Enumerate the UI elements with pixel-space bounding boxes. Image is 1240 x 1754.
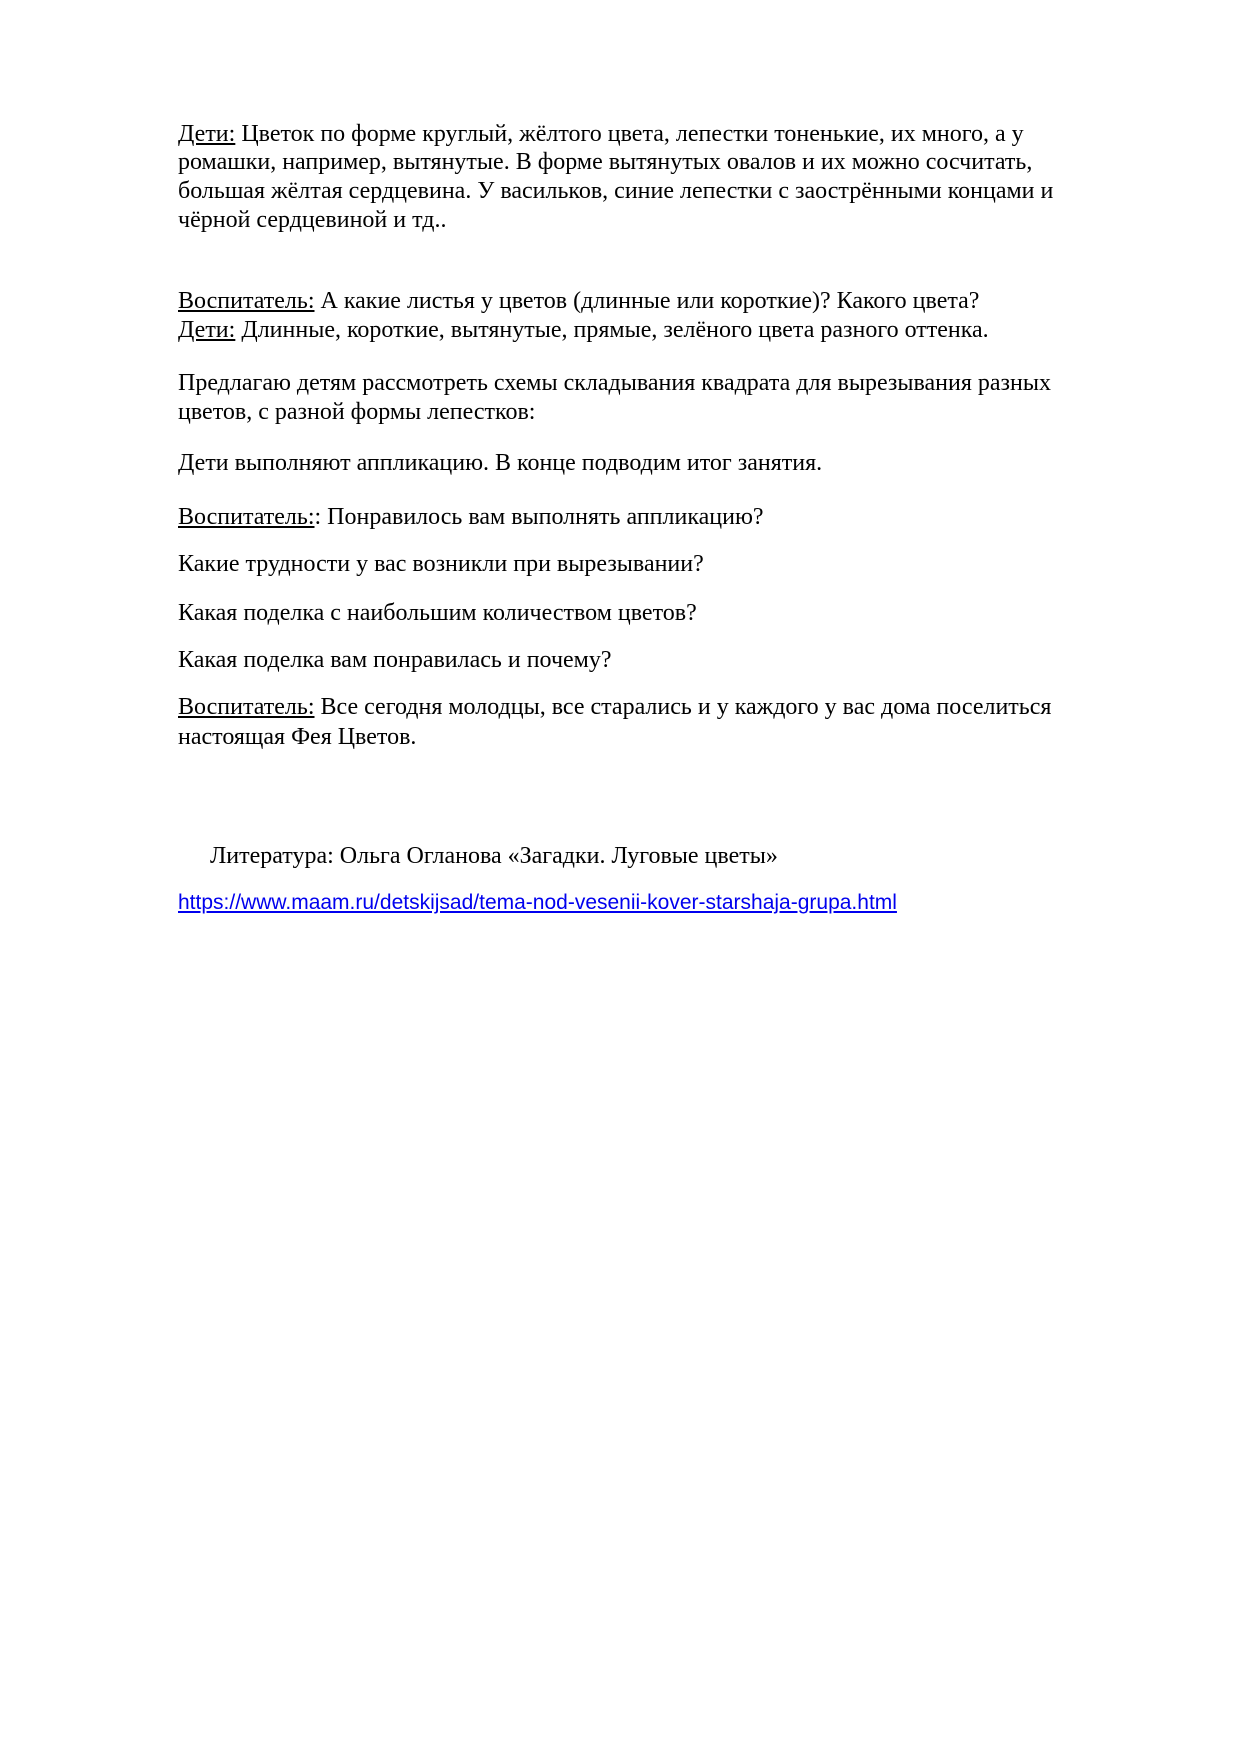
paragraph-line: Дети выполняют аппликацию. В конце подводим итог занятия. [178,450,823,476]
paragraph-line: цветов, с разной формы лепестков: [178,399,536,425]
speaker-label: Дети: [178,317,236,343]
question-line: Какая поделка с наибольшим количеством цветов? [178,600,697,626]
question-line: Какая поделка вам понравилась и почему? [178,647,612,673]
text: Цветок по форме круглый, жёлтого цвета, лепестки тоненькие, их много, а у [241,121,1024,147]
text: А какие листья у цветов (длинные или короткие)? Какого цвета? [320,288,980,314]
paragraph-line: настоящая Фея Цветов. [178,724,417,750]
paragraph-line [178,693,1051,721]
text: Все сегодня молодцы, все старались и у каждого у вас дома поселиться [320,694,1052,720]
paragraph-line [178,120,1024,148]
paragraph-line [178,316,989,344]
speaker-label: Воспитатель: [178,694,315,720]
paragraph-line: большая жёлтая сердцевина. У васильков, синие лепестки с заострёнными концами и [178,178,1054,204]
text: Длинные, короткие, вытянутые, прямые, зелёного цвета разного оттенка. [241,317,989,343]
paragraph-line [178,287,979,315]
speaker-label: Воспитатель: [178,288,315,314]
paragraph-line [178,503,764,531]
speaker-label: Дети: [178,121,236,147]
paragraph-line: Предлагаю детям рассмотреть схемы складывания квадрата для вырезывания разных [178,370,1051,396]
source-link[interactable]: https://www.maam.ru/detskijsad/tema-nod-vesenii-kover-starshaja-grupa.html [178,891,897,914]
paragraph-line: чёрной сердцевиной и тд.. [178,207,447,233]
literature-reference: Литература: Ольга Огланова «Загадки. Луговые цветы» [210,843,778,869]
paragraph-line: ромашки, например, вытянутые. В форме вытянутых овалов и их можно сосчитать, [178,149,1033,175]
question-line: Какие трудности у вас возникли при вырезывании? [178,551,704,577]
text: : Понравилось вам выполнять аппликацию? [314,504,764,530]
speaker-label: Воспитатель: [178,504,315,530]
